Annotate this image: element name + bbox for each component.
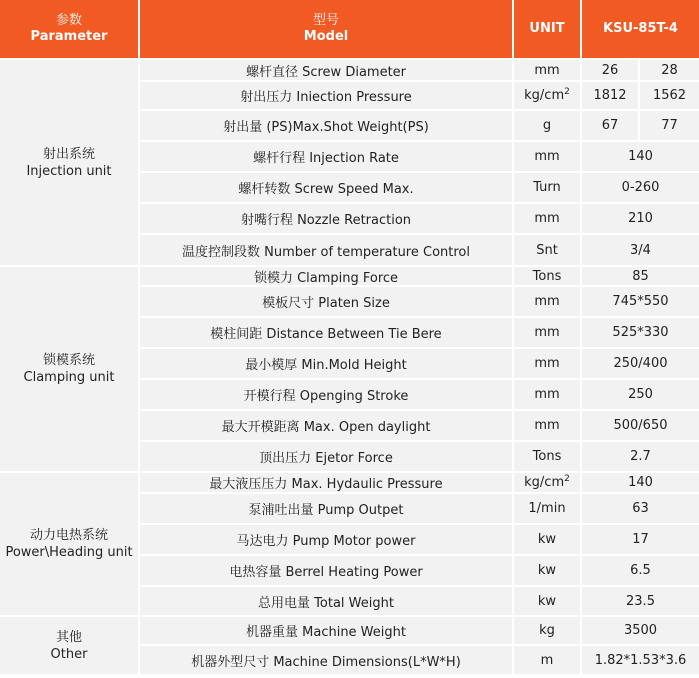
param-unit <box>514 646 580 674</box>
param-value-28-text: 77 <box>661 118 678 133</box>
param-name-text: 射嘴行程 Nozzle Retraction <box>240 213 412 228</box>
param-value-text: 210 <box>628 211 653 226</box>
param-value <box>582 442 699 471</box>
param-value-text: 3500 <box>623 623 658 638</box>
param-name-text: 总用电量 Total Weight <box>258 595 394 611</box>
param-name-text: 机器外型尺寸 Machine Dimensions(L*W*H) <box>191 654 461 670</box>
param-name <box>140 380 512 409</box>
param-unit <box>514 617 580 644</box>
param-value <box>582 617 699 644</box>
param-unit-text: kw <box>537 593 557 609</box>
param-value-text: 250 <box>628 387 653 402</box>
section-label-en: Other <box>50 646 88 662</box>
param-value <box>582 411 699 440</box>
param-value-text: 2.7 <box>630 449 651 464</box>
param-value-text: 3/4 <box>630 242 651 258</box>
param-unit <box>514 494 580 523</box>
unit-superscript: 2 <box>564 86 570 97</box>
param-name <box>140 525 512 554</box>
param-unit <box>514 473 580 492</box>
param-value-26 <box>582 111 638 140</box>
param-value <box>582 142 699 171</box>
param-value-text: 0-260 <box>621 180 660 195</box>
param-name <box>140 82 512 109</box>
param-value-text: 1.82*1.53*3.6 <box>594 652 687 668</box>
param-value-text: 745*550 <box>612 294 669 309</box>
param-value-text: 6.5 <box>630 563 651 578</box>
param-name-text: 螺杆行程 Injection Rate <box>253 151 399 166</box>
param-name-text: 锁模力 Clamping Force <box>253 270 399 285</box>
header-model <box>140 0 512 58</box>
param-value <box>582 318 699 347</box>
param-name-text: 最小模厚 Min.Mold Height <box>245 358 407 373</box>
param-name-text: 模柱间距 Distance Between Tie Bere <box>210 327 442 342</box>
param-value <box>582 646 699 674</box>
param-unit-text: mm <box>534 294 560 309</box>
param-name-text: 机器重量 Machine Weight <box>246 625 406 640</box>
param-unit-text: Tons <box>532 449 562 464</box>
param-unit-text: mm <box>534 62 560 78</box>
param-value-28 <box>640 82 699 109</box>
param-value-text: 85 <box>632 268 649 284</box>
param-unit <box>514 111 580 140</box>
param-unit-text: mm <box>534 387 560 402</box>
unit-superscript: 2 <box>564 473 570 484</box>
param-unit-text: Snt <box>536 242 558 258</box>
param-unit-text: g <box>542 118 552 133</box>
param-unit-text: Tons <box>532 268 562 284</box>
param-value <box>582 349 699 378</box>
param-value <box>582 380 699 409</box>
param-unit <box>514 142 580 171</box>
param-name <box>140 204 512 233</box>
param-unit-text: Turn <box>533 180 561 195</box>
param-value <box>582 235 699 265</box>
param-unit <box>514 60 580 80</box>
param-value <box>582 473 699 492</box>
param-unit <box>514 287 580 316</box>
param-value-text: 17 <box>632 532 649 547</box>
param-value <box>582 556 699 585</box>
param-name-text: 温度控制段数 Number of temperature Control <box>182 244 470 260</box>
param-unit-text: 1/min <box>528 501 566 516</box>
section-label-en: Power\Heading unit <box>5 545 133 560</box>
param-value-26 <box>582 82 638 109</box>
param-unit-text: kg/cm <box>524 475 565 490</box>
param-name-text: 射出压力 Iniection Pressure <box>240 90 412 105</box>
header-parameter-en: Parameter <box>30 29 108 44</box>
param-name-text: 螺杆转数 Screw Speed Max. <box>238 182 414 197</box>
param-name-text: 射出量 (PS)Max.Shot Weight(PS) <box>223 120 429 135</box>
param-unit <box>514 556 580 585</box>
param-name <box>140 442 512 471</box>
header-parameter <box>0 0 138 58</box>
section-label-zh: 其他 <box>55 629 82 645</box>
param-unit <box>514 82 580 109</box>
section-power-heating <box>0 473 138 615</box>
param-name <box>140 646 512 674</box>
param-unit <box>514 173 580 202</box>
param-name-text: 电热容量 Berrel Heating Power <box>229 565 423 580</box>
param-value-text: 250/400 <box>613 356 668 371</box>
param-name <box>140 111 512 140</box>
param-value <box>582 267 699 285</box>
param-name-text: 开模行程 Openging Stroke <box>243 389 409 404</box>
param-name <box>140 617 512 644</box>
param-value-26-text: 67 <box>601 118 619 133</box>
param-name-text: 马达电力 Pump Motor power <box>236 534 416 549</box>
param-value-text: 525*330 <box>612 325 669 340</box>
param-name <box>140 142 512 171</box>
param-unit <box>514 204 580 233</box>
param-name-text: 模板尺寸 Platen Size <box>262 296 390 311</box>
param-value-text: 500/650 <box>613 418 668 433</box>
param-name <box>140 318 512 347</box>
param-unit-text: kg/cm <box>524 88 565 103</box>
param-unit-text: mm <box>534 356 560 371</box>
param-name-text: 泵浦吐出量 Pump Outpet <box>248 503 404 518</box>
param-value-text: 140 <box>628 475 653 490</box>
section-other <box>0 617 138 674</box>
param-unit <box>514 587 580 615</box>
param-unit-text: m <box>540 652 554 668</box>
param-value <box>582 494 699 523</box>
param-value-28 <box>640 60 699 80</box>
param-name-text: 最大开模距离 Max. Open daylight <box>221 420 431 435</box>
param-unit-text: mm <box>534 211 560 226</box>
param-name-text: 螺杆直径 Screw Diameter <box>245 64 407 80</box>
param-unit-text: mm <box>534 418 560 433</box>
param-value <box>582 173 699 202</box>
param-unit <box>514 267 580 285</box>
section-label-zh: 动力电热系统 <box>29 528 108 543</box>
param-unit-text: kw <box>537 563 557 578</box>
param-value <box>582 204 699 233</box>
param-unit <box>514 380 580 409</box>
param-name <box>140 267 512 285</box>
param-unit-text: kw <box>537 532 557 547</box>
param-value-26-text: 1812 <box>593 88 627 103</box>
section-injection <box>0 60 138 265</box>
param-unit <box>514 442 580 471</box>
param-value-28 <box>640 111 699 140</box>
param-unit-text: kg <box>539 623 555 638</box>
header-unit <box>514 0 580 58</box>
param-name <box>140 349 512 378</box>
param-name <box>140 494 512 523</box>
header-model-en: Model <box>303 29 349 44</box>
section-label-en: Injection unit <box>26 163 112 179</box>
param-name <box>140 235 512 265</box>
param-value-28-text: 28 <box>661 62 678 78</box>
param-value-text: 140 <box>628 149 653 164</box>
header-model-zh: 型号 <box>312 13 339 28</box>
param-value-26-text: 26 <box>601 62 619 78</box>
header-machine-model <box>582 0 699 58</box>
param-name <box>140 287 512 316</box>
header-unit-label: UNIT <box>529 21 565 36</box>
section-clamping <box>0 267 138 471</box>
param-name <box>140 587 512 615</box>
section-label-en: Clamping unit <box>23 370 115 385</box>
param-value-26 <box>582 60 638 80</box>
param-unit <box>514 349 580 378</box>
param-value <box>582 587 699 615</box>
section-label-zh: 锁模系统 <box>42 353 95 368</box>
param-unit <box>514 525 580 554</box>
param-name <box>140 473 512 492</box>
param-name <box>140 411 512 440</box>
param-value-text: 23.5 <box>626 593 655 609</box>
param-unit <box>514 235 580 265</box>
param-value-28-text: 1562 <box>652 88 687 103</box>
param-name <box>140 60 512 80</box>
header-machine-label: KSU-85T-4 <box>603 21 678 36</box>
param-name <box>140 173 512 202</box>
param-name-text: 最大液压压力 Max. Hydaulic Pressure <box>209 477 443 492</box>
param-value <box>582 525 699 554</box>
section-label-zh: 射出系统 <box>42 146 95 162</box>
param-unit <box>514 411 580 440</box>
param-name <box>140 556 512 585</box>
header-parameter-zh: 参数 <box>55 13 82 28</box>
param-value-text: 63 <box>632 501 649 516</box>
param-unit-text: mm <box>534 325 560 340</box>
param-value <box>582 287 699 316</box>
param-name-text: 顶出压力 Ejetor Force <box>259 451 393 466</box>
param-unit-text: mm <box>534 149 560 164</box>
param-unit <box>514 318 580 347</box>
